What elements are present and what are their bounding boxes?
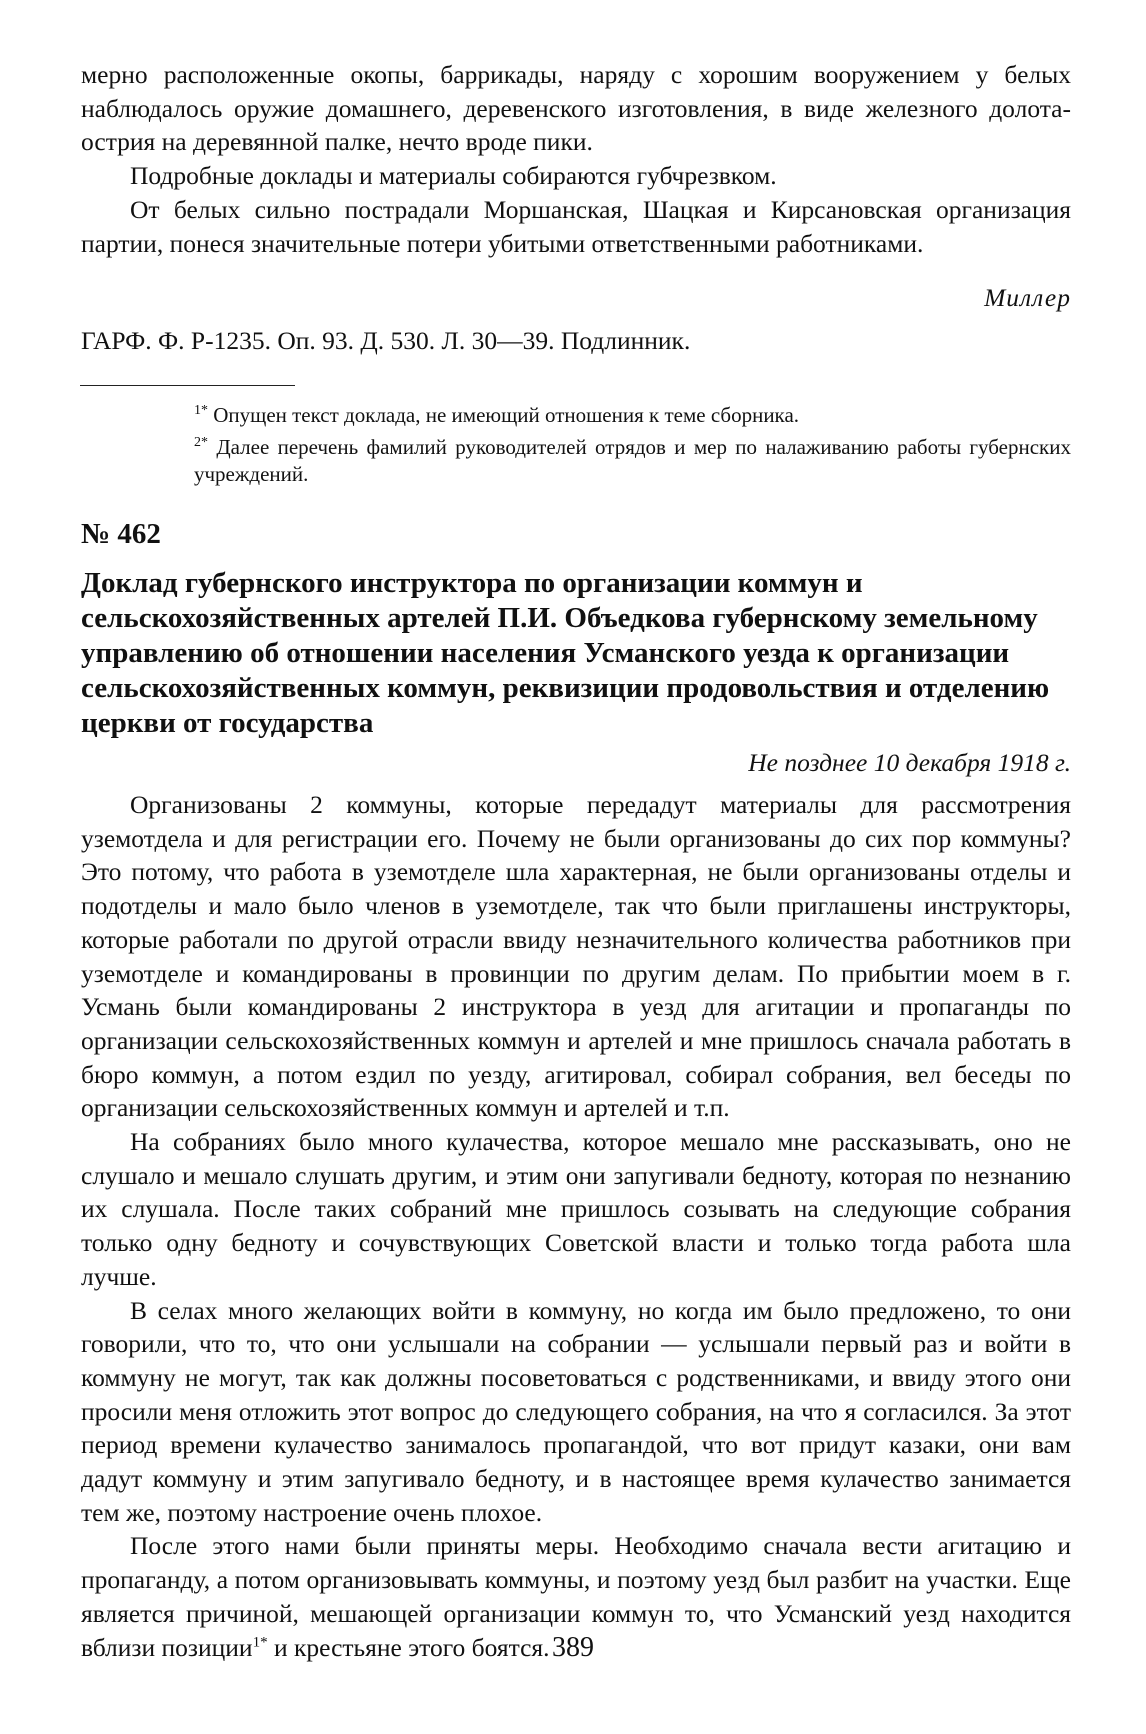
page-number: 389 [552, 1632, 594, 1663]
footnote-1-mark: 1* [194, 403, 208, 418]
body-paragraph-2: На собраниях было много кулачества, которое мешало мне рассказывать, оно не слушало и мешало слушать другим, и этим они запугивали бедноту, которая по незнанию их слушала. После таких собраний мне пришлось созывать на следующие собрания только одну бедноту и сочувствующих Советской власти и только тогда работа шла лучше. [81, 1127, 1071, 1291]
archive-reference: ГАРФ. Ф. Р-1235. Оп. 93. Д. 530. Л. 30—39. Подлинник. [81, 326, 691, 355]
body-paragraph-4-tail: и крестьяне этого боятся. [267, 1632, 550, 1662]
body-paragraph-1: Организованы 2 коммуны, которые передадут материалы для рассмотрения уземотдела и для регистрации его. Почему не были организованы до сих пор коммуны? Это потому, что работа в уземотделе шла характерная, не были организованы отделы и подотделы и мало было членов в уземотделе, так что были приглашены инструкторы, которые работали по другой отрасли ввиду незначительного количества работников при уземотделе и командированы в провинции по другим делам. По прибытии моем в г. Усмань были командированы 2 инструктора в уезд для агитации и пропаганды по организации сельскохозяйственных коммун и артелей и мне пришлось сначала работать в бюро коммун, а потом ездил по уезду, агитировал, собирал собрания, вел беседы по организации сельскохозяйственных коммун и артелей и т.п. [81, 790, 1071, 1123]
footnote-1-text: Опущен текст доклада, не имеющий отношения к теме сборника. [213, 403, 800, 427]
footnote-2-text: Далее перечень фамилий руководителей отрядов и мер по налаживанию работы губернских учреждений. [194, 435, 1071, 486]
document-title-block [81, 566, 1071, 741]
footnote-divider [80, 385, 295, 386]
footnote-2 [81, 429, 1071, 488]
continuation-paragraph-2: Подробные доклады и материалы собираются губчрезвком. [130, 161, 777, 191]
footnote-1 [81, 397, 1071, 429]
signature-line [81, 283, 1071, 317]
body-paragraph-4-text: После этого нами были приняты меры. Необходимо сначала вести агитацию и пропаганду, а потом организовывать коммуны, и поэтому уезд был разбит на участки. Еще является причиной, мешающей организации коммун то, что Усманский уезд находится вблизи позиции [81, 1531, 1071, 1662]
signature: Миллер [984, 283, 1071, 312]
body-paragraph-3: В селах много желающих войти в коммуну, но когда им было предложено, то они говорили, что то, что они услышали на собрании — услышали первый раз и войти в коммуну не могут, так как должны посоветоваться с родственниками, и ввиду этого они просили меня отложить этот вопрос до следующего собрания, на что я согласился. За этот период времени кулачество занималось пропагандой, что вот придут казаки, они вам дадут коммуну и этим запугивало бедноту, и в настоящее время кулачество занимается тем же, поэтому настроение очень плохое. [81, 1295, 1071, 1527]
continuation-text [81, 58, 1071, 260]
document-title: Доклад губернского инструктора по организации коммун и сельскохозяйственных артелей П.И. Объедкова губернскому земельному управлению об отношении населения Усманского уезда к организации сельскохозяйственных коммун, реквизиции продовольствия и отделению церкви от государства [81, 567, 1050, 739]
footnote-2-mark: 2* [194, 435, 208, 450]
continuation-paragraph-3: От белых сильно пострадали Моршанская, Шацкая и Кирсановская организация партии, понеся значительные потери убитыми ответственными работниками. [81, 194, 1071, 258]
footnotes [81, 397, 1071, 488]
document-date: Не позднее 10 декабря 1918 г. [748, 748, 1071, 777]
body-footnote-mark: 1* [252, 1634, 268, 1651]
document-body [81, 788, 1071, 1664]
continuation-paragraph-1: мерно расположенные окопы, баррикады, наряду с хорошим вооружением у белых наблюдалось оружие домашнего, деревенского изготовления, в виде железного долота-острия на деревянной палке, нечто вроде пики. [81, 60, 1071, 157]
document-number: № 462 [81, 518, 161, 550]
